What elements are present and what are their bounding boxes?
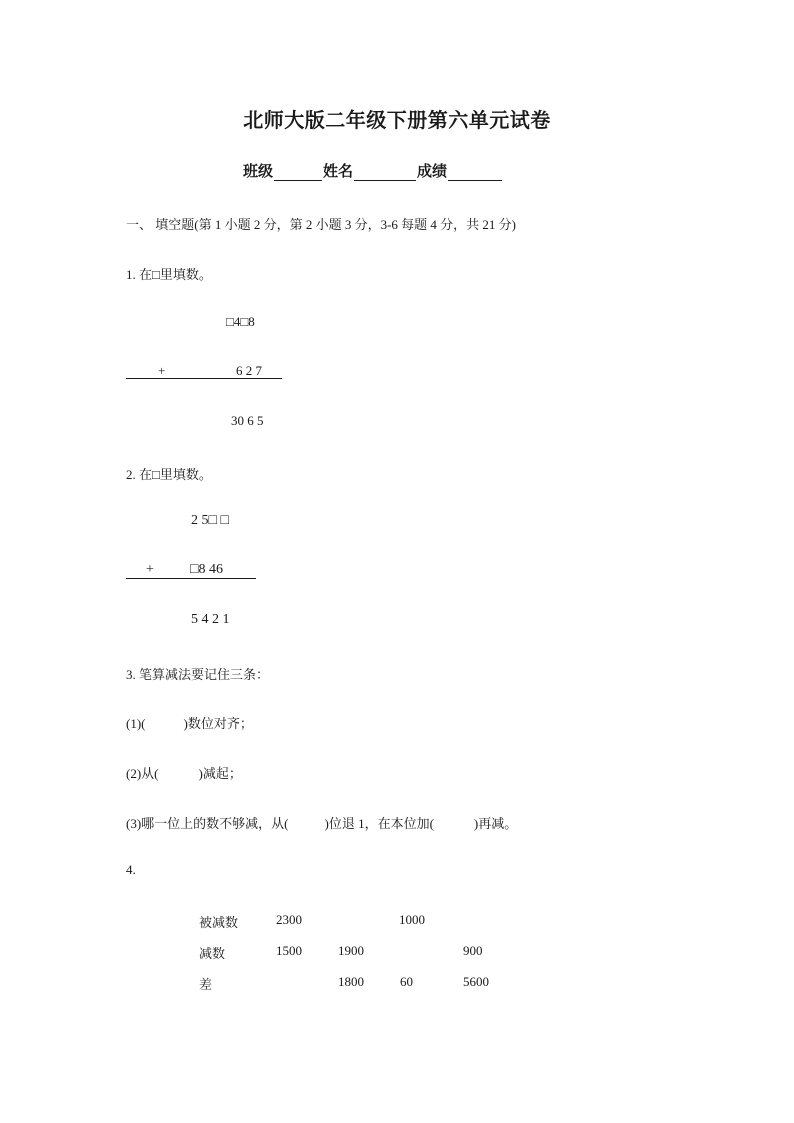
q4-prompt: 4. (126, 862, 136, 877)
q3-line2-pre: (2)从( (126, 766, 159, 781)
page-title: 北师大版二年级下册第六单元试卷 (243, 108, 551, 132)
name-blank[interactable] (354, 164, 416, 181)
q1-top-number: □4□8 (226, 314, 255, 329)
row3-col2: 1800 (338, 974, 364, 989)
section-heading: 一、 填空题(第 1 小题 2 分，第 2 小题 3 分，3-6 每题 4 分，共 21 分) (126, 217, 516, 232)
score-label: 成绩 (417, 162, 448, 180)
q1-addend: 6 2 7 (236, 363, 262, 378)
q3-prompt: 3. 笔算减法要记住三条： (126, 667, 270, 682)
q2-plus-sign: + (146, 562, 154, 577)
q3-line2-post: )减起； (198, 766, 242, 781)
row3-col3: 60 (400, 974, 413, 989)
q3-line3-mid: )位退 1，在本位加( (324, 816, 434, 831)
q1-prompt: 1. 在□里填数。 (126, 267, 212, 282)
q3-line3-pre: (3)哪一位上的数不够减，从( (126, 816, 289, 831)
q3-line1-post: )数位对齐； (183, 716, 253, 731)
score-blank[interactable] (448, 164, 502, 181)
student-info-row (243, 160, 503, 181)
q3-line3 (126, 813, 517, 832)
class-blank[interactable] (274, 164, 322, 181)
q3-line1-pre: (1)( (126, 716, 146, 731)
row3-col4: 5600 (463, 974, 489, 989)
row1-label: 被减数 (199, 915, 239, 930)
row3-label: 差 (199, 977, 213, 992)
row1-col3: 1000 (399, 912, 425, 927)
q1-result: 30 6 5 (231, 413, 264, 428)
name-label: 姓名 (323, 162, 354, 180)
q2-top-number: 2 5□ □ (191, 513, 229, 528)
row2-label: 减数 (199, 946, 226, 961)
q2-addend: □8 46 (190, 562, 223, 577)
row2-col1: 1500 (276, 943, 302, 958)
q2-prompt: 2. 在□里填数。 (126, 467, 212, 482)
q2-result: 5 4 2 1 (191, 612, 230, 627)
row1-col1: 2300 (276, 912, 302, 927)
row2-col4: 900 (463, 943, 483, 958)
q3-line1 (126, 713, 253, 732)
class-label: 班级 (243, 162, 274, 180)
q3-line2 (126, 763, 242, 782)
q3-line3-post: )再减。 (473, 816, 518, 831)
row2-col2: 1900 (338, 943, 364, 958)
q1-plus-sign: + (158, 363, 166, 378)
